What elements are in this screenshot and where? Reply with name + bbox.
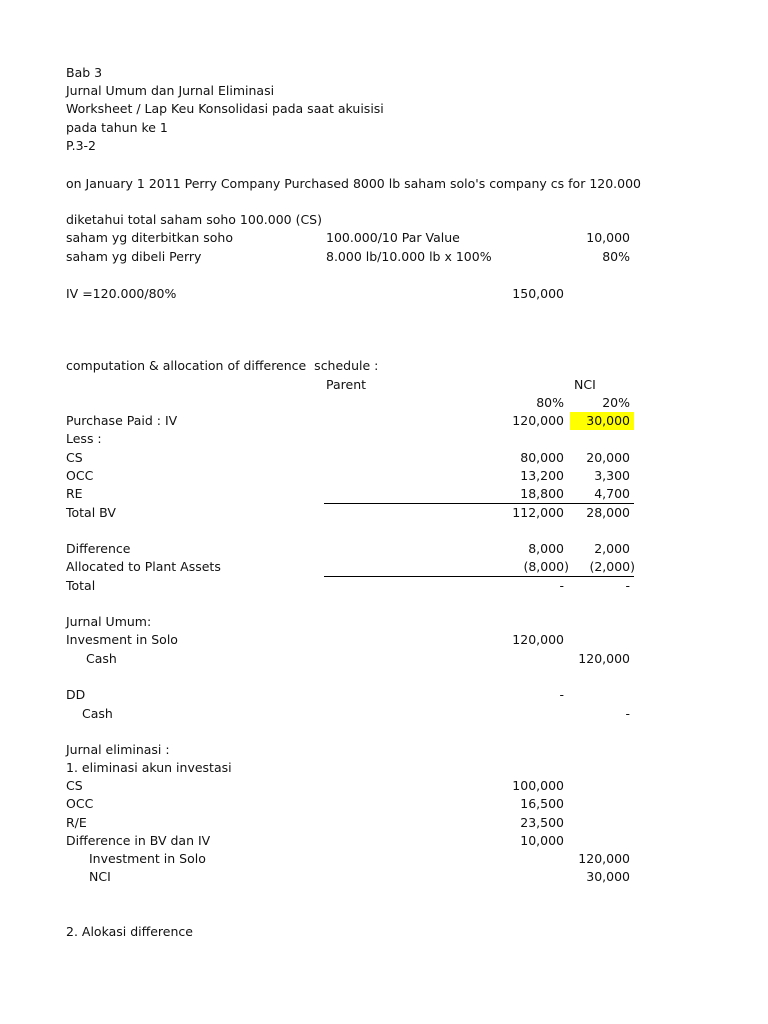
schedule-row-parent: - [559,578,564,593]
schedule-row-parent: 80,000 [520,450,564,465]
schedule-row-parent: 18,800 [520,486,564,501]
journal-entry-debit: 120,000 [512,632,564,647]
elimination-entry-label: OCC [66,796,94,811]
schedule-row-nci: (2,000) [589,559,635,574]
jurnal-eliminasi-title: Jurnal eliminasi : [66,742,170,757]
iv-value: 150,000 [512,286,564,301]
journal-entry-credit: - [625,706,630,721]
jurnal-umum-title: Jurnal Umum: [66,614,152,629]
known-shares: diketahui total saham soho 100.000 (CS) [66,212,322,227]
schedule-row-parent: 120,000 [512,413,564,428]
elimination-step-2: 2. Alokasi difference [66,924,193,939]
elimination-entry-debit: 10,000 [520,833,564,848]
year-label: pada tahun ke 1 [66,120,168,135]
elimination-step-1: 1. eliminasi akun investasi [66,760,232,775]
journal-entry-label: Cash [82,706,113,721]
elimination-entry-label: Investment in Solo [89,851,206,866]
elimination-entry-label: R/E [66,815,87,830]
schedule-row-label: Total [66,578,96,593]
issued-formula: 100.000/10 Par Value [326,230,460,245]
chapter-label: Bab 3 [66,65,103,80]
elimination-entry-debit: 23,500 [520,815,564,830]
schedule-row-nci: 4,700 [594,486,630,501]
bought-value: 80% [602,249,630,264]
pct-nci: 20% [602,395,630,410]
schedule-row-parent: 112,000 [512,505,564,520]
schedule-row-label: Total BV [66,505,116,520]
elimination-entry-debit: 100,000 [512,778,564,793]
worksheet-title: Worksheet / Lap Keu Konsolidasi pada saat akuisisi [66,101,384,116]
elimination-entry-label: CS [66,778,83,793]
schedule-row-nci: 20,000 [586,450,630,465]
elimination-entry-label: NCI [89,869,111,884]
problem-statement: on January 1 2011 Perry Company Purchased 8000 lb saham solo's company cs for 120.000 [66,176,642,191]
journal-entry-label: DD [66,687,86,702]
schedule-row-label: Less : [66,431,102,446]
pct-parent: 80% [536,395,564,410]
journal-entry-label: Invesment in Solo [66,632,178,647]
schedule-row-label: Purchase Paid : IV [66,413,178,428]
schedule-row-parent: 8,000 [528,541,564,556]
elimination-entry-credit: 120,000 [578,851,630,866]
elimination-entry-label: Difference in BV dan IV [66,833,211,848]
bought-label: saham yg dibeli Perry [66,249,202,264]
schedule-row-label: Allocated to Plant Assets [66,559,221,574]
journal-entry-label: Cash [86,651,117,666]
issued-value: 10,000 [586,230,630,245]
elimination-entry-debit: 16,500 [520,796,564,811]
journal-entry-debit: - [559,687,564,702]
journal-entry-credit: 120,000 [578,651,630,666]
schedule-row-label: RE [66,486,83,501]
schedule-row-nci: 2,000 [594,541,630,556]
schedule-row-nci: 28,000 [586,505,630,520]
problem-number: P.3-2 [66,138,96,153]
schedule-row-label: OCC [66,468,94,483]
issued-label: saham yg diterbitkan soho [66,230,233,245]
schedule-row-label: CS [66,450,83,465]
col-parent-header: Parent [326,377,367,392]
schedule-row-nci: - [625,578,630,593]
col-nci-header: NCI [574,377,596,392]
iv-label: IV =120.000/80% [66,286,177,301]
schedule-row-parent: 13,200 [520,468,564,483]
subtotal-rule [324,503,634,504]
schedule-row-nci: 3,300 [594,468,630,483]
schedule-row-parent: (8,000) [523,559,569,574]
bought-formula: 8.000 lb/10.000 lb x 100% [326,249,492,264]
schedule-row-label: Difference [66,541,131,556]
elimination-entry-credit: 30,000 [586,869,630,884]
total-rule [324,576,634,577]
schedule-row-nci: 30,000 [586,413,630,428]
chapter-subtitle: Jurnal Umum dan Jurnal Eliminasi [66,83,275,98]
schedule-title: computation & allocation of difference schedule : [66,358,379,373]
